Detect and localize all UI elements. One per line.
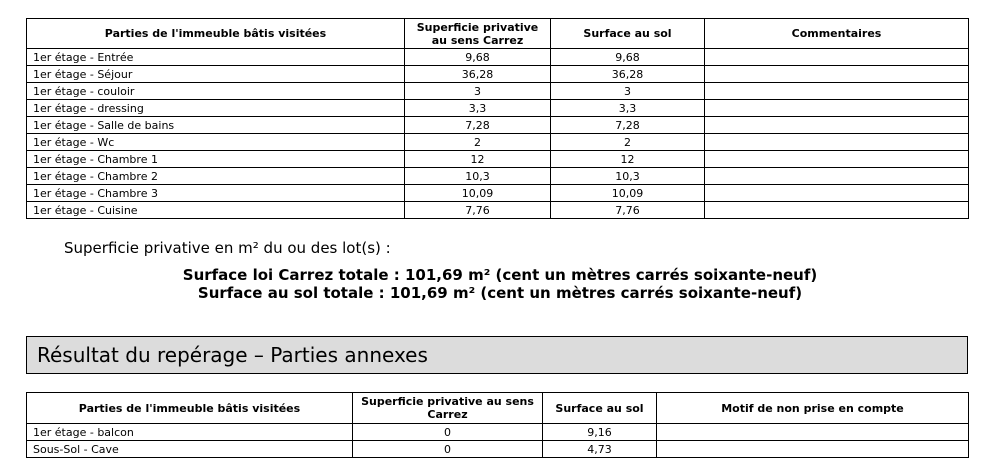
- summary-label: Superficie privative en m² du ou des lot(s) :: [64, 239, 391, 257]
- section-title: Résultat du repérage – Parties annexes: [37, 343, 428, 367]
- header-sol: Surface au sol: [551, 19, 705, 49]
- cell-carrez: 0: [353, 424, 543, 441]
- cell-commentaire: [705, 49, 969, 66]
- cell-partie: 1er étage - couloir: [27, 83, 405, 100]
- header-carrez: Superficie privative au sens Carrez: [405, 19, 551, 49]
- cell-carrez: 12: [405, 151, 551, 168]
- cell-motif: [657, 441, 969, 458]
- cell-partie: 1er étage - Chambre 1: [27, 151, 405, 168]
- surfaces-table: [26, 18, 969, 219]
- cell-sol: 10,3: [551, 168, 705, 185]
- cell-sol: 12: [551, 151, 705, 168]
- table-row: [27, 168, 969, 185]
- cell-carrez: 3,3: [405, 100, 551, 117]
- cell-commentaire: [705, 100, 969, 117]
- cell-partie: 1er étage - Entrée: [27, 49, 405, 66]
- cell-carrez: 3: [405, 83, 551, 100]
- table-row: [27, 49, 969, 66]
- cell-commentaire: [705, 168, 969, 185]
- cell-commentaire: [705, 134, 969, 151]
- cell-carrez: 7,76: [405, 202, 551, 219]
- table-row: [27, 202, 969, 219]
- cell-carrez: 36,28: [405, 66, 551, 83]
- cell-commentaire: [705, 117, 969, 134]
- cell-partie: Sous-Sol - Cave: [27, 441, 353, 458]
- cell-commentaire: [705, 185, 969, 202]
- cell-sol: 9,68: [551, 49, 705, 66]
- cell-partie: 1er étage - dressing: [27, 100, 405, 117]
- section-header: [26, 336, 968, 374]
- table-row: [27, 100, 969, 117]
- cell-sol: 2: [551, 134, 705, 151]
- cell-commentaire: [705, 66, 969, 83]
- header-motif: Motif de non prise en compte: [657, 393, 969, 424]
- cell-commentaire: [705, 202, 969, 219]
- table-row: [27, 424, 969, 441]
- cell-sol: 7,76: [551, 202, 705, 219]
- cell-partie: 1er étage - Séjour: [27, 66, 405, 83]
- cell-sol: 10,09: [551, 185, 705, 202]
- header-commentaires: Commentaires: [705, 19, 969, 49]
- cell-carrez: 10,09: [405, 185, 551, 202]
- table-row: [27, 134, 969, 151]
- header-sol: Surface au sol: [543, 393, 657, 424]
- cell-partie: 1er étage - Chambre 2: [27, 168, 405, 185]
- cell-partie: 1er étage - Salle de bains: [27, 117, 405, 134]
- table-header-row: [27, 393, 969, 424]
- table-row: [27, 117, 969, 134]
- table-row: [27, 185, 969, 202]
- cell-commentaire: [705, 83, 969, 100]
- cell-sol: 36,28: [551, 66, 705, 83]
- cell-partie: 1er étage - Wc: [27, 134, 405, 151]
- cell-sol: 4,73: [543, 441, 657, 458]
- cell-partie: 1er étage - Chambre 3: [27, 185, 405, 202]
- cell-sol: 3,3: [551, 100, 705, 117]
- table-row: [27, 151, 969, 168]
- carrez-total: Surface loi Carrez totale : 101,69 m² (cent un mètres carrés soixante-neuf): [182, 266, 818, 284]
- cell-sol: 3: [551, 83, 705, 100]
- totals-block: [0, 266, 1000, 302]
- cell-sol: 7,28: [551, 117, 705, 134]
- table-header-row: [27, 19, 969, 49]
- cell-sol: 9,16: [543, 424, 657, 441]
- cell-carrez: 10,3: [405, 168, 551, 185]
- annexes-table: [26, 392, 969, 458]
- cell-partie: 1er étage - balcon: [27, 424, 353, 441]
- table-row: [27, 66, 969, 83]
- cell-carrez: 2: [405, 134, 551, 151]
- header-carrez: Superficie privative au sens Carrez: [353, 393, 543, 424]
- cell-commentaire: [705, 151, 969, 168]
- cell-motif: [657, 424, 969, 441]
- header-parties: Parties de l'immeuble bâtis visitées: [27, 393, 353, 424]
- cell-partie: 1er étage - Cuisine: [27, 202, 405, 219]
- header-parties: Parties de l'immeuble bâtis visitées: [27, 19, 405, 49]
- table-row: [27, 441, 969, 458]
- sol-total: Surface au sol totale : 101,69 m² (cent un mètres carrés soixante-neuf): [197, 284, 803, 302]
- table-row: [27, 83, 969, 100]
- cell-carrez: 9,68: [405, 49, 551, 66]
- cell-carrez: 7,28: [405, 117, 551, 134]
- cell-carrez: 0: [353, 441, 543, 458]
